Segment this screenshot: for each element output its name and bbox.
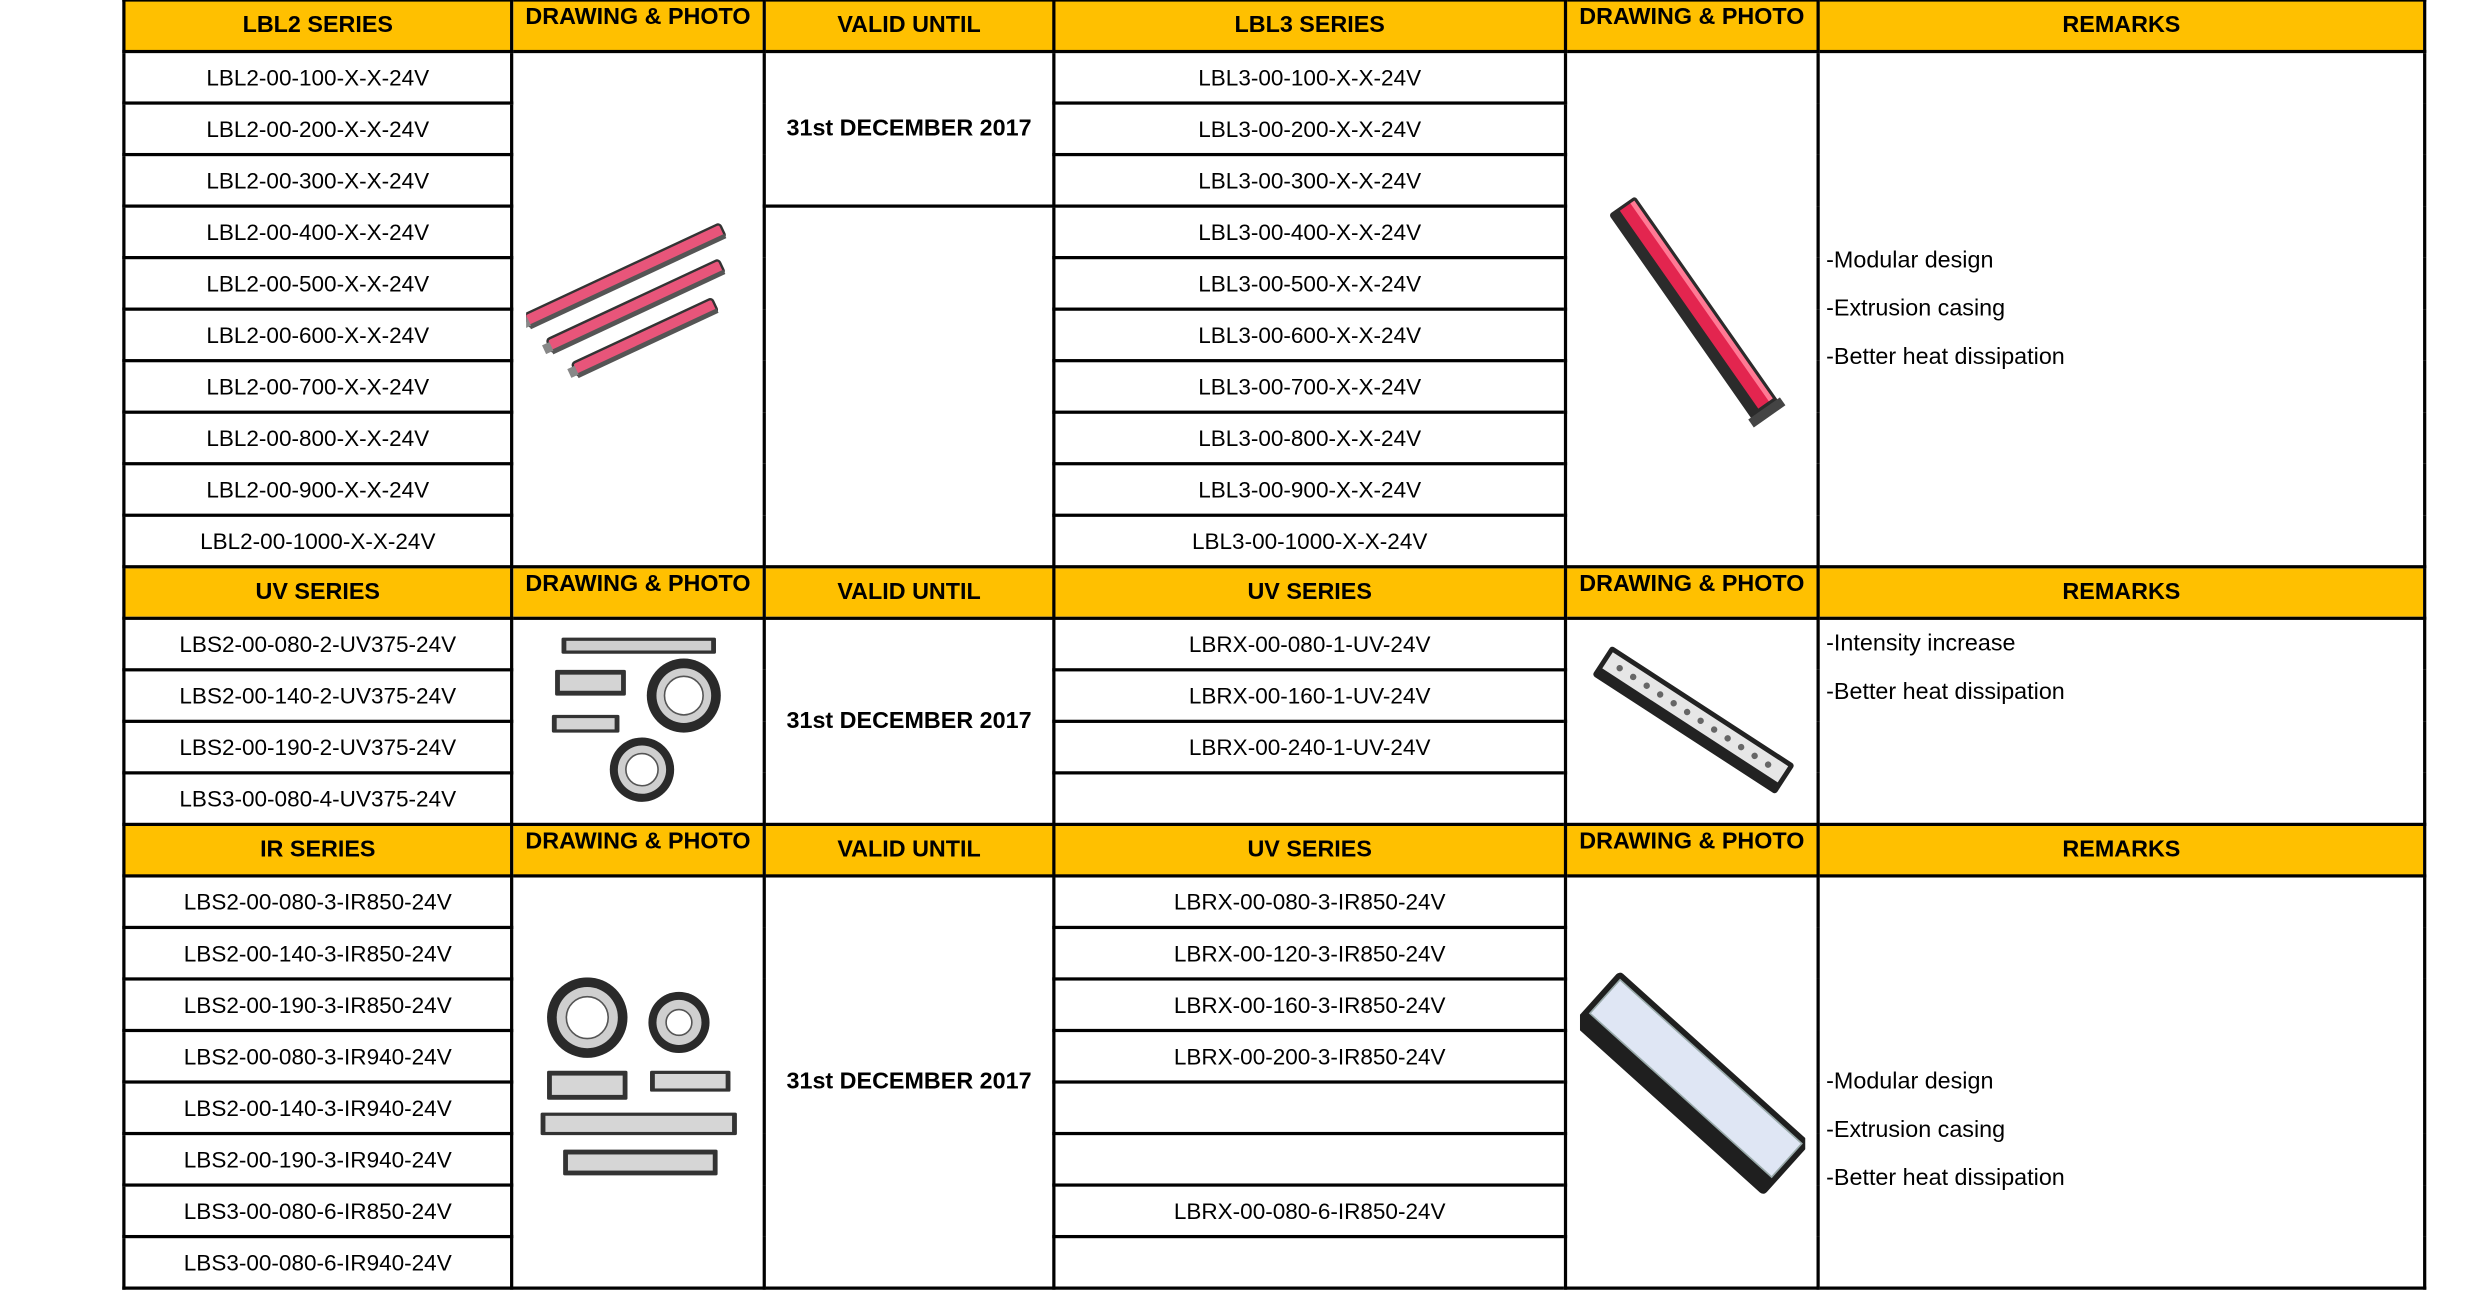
remarks-header: REMARKS: [1818, 567, 2425, 619]
right-model-cell: LBRX-00-160-3-IR850-24V: [1054, 979, 1566, 1031]
right-model-cell: [1054, 773, 1566, 825]
right-model-cell: [1054, 1134, 1566, 1186]
left-model-cell: LBS3-00-080-6-IR940-24V: [124, 1237, 512, 1289]
drawing-photo-header: DRAWING & PHOTO: [1566, 567, 1819, 619]
right-model-cell: LBRX-00-080-1-UV-24V: [1054, 618, 1566, 670]
right-model-cell: LBRX-00-240-1-UV-24V: [1054, 721, 1566, 773]
drawing-photo-header: DRAWING & PHOTO: [512, 567, 765, 619]
left-model-cell: LBL2-00-1000-X-X-24V: [124, 515, 512, 567]
lbl2-series-header: LBL2 SERIES: [124, 0, 512, 52]
right-model-cell: LBRX-00-160-1-UV-24V: [1054, 670, 1566, 722]
uv-right-photo: [1566, 618, 1819, 824]
table-row: [124, 52, 2425, 104]
right-model-cell: LBRX-00-080-6-IR850-24V: [1054, 1185, 1566, 1237]
left-model-cell: LBS3-00-080-4-UV375-24V: [124, 773, 512, 825]
left-model-cell: LBS2-00-190-2-UV375-24V: [124, 721, 512, 773]
valid-until-header: VALID UNTIL: [764, 824, 1054, 876]
left-model-cell: LBS2-00-140-2-UV375-24V: [124, 670, 512, 722]
right-model-cell: LBL3-00-200-X-X-24V: [1054, 103, 1566, 155]
remark-line: -Better heat dissipation: [1826, 344, 2065, 371]
right-model-cell: LBL3-00-500-X-X-24V: [1054, 258, 1566, 310]
right-model-cell: LBRX-00-120-3-IR850-24V: [1054, 927, 1566, 979]
uv-series-header: UV SERIES: [124, 567, 512, 619]
drawing-photo-header: DRAWING & PHOTO: [512, 824, 765, 876]
valid-until-date: 31st DECEMBER 2017: [764, 618, 1054, 824]
remarks-header: REMARKS: [1818, 0, 2425, 52]
ir-bar-light-image: [1579, 961, 1804, 1203]
uv-series-header: UV SERIES: [1054, 567, 1566, 619]
right-model-cell: LBL3-00-900-X-X-24V: [1054, 464, 1566, 516]
left-model-cell: LBS2-00-080-2-UV375-24V: [124, 618, 512, 670]
section-3-header: [124, 824, 2425, 876]
remark-line: -Extrusion casing: [1826, 296, 2006, 323]
valid-until-header: VALID UNTIL: [764, 0, 1054, 52]
uv-left-photo: [512, 618, 765, 824]
left-model-cell: LBL2-00-100-X-X-24V: [124, 52, 512, 104]
remark-line: -Better heat dissipation: [1826, 679, 2065, 706]
left-model-cell: LBL2-00-300-X-X-24V: [124, 155, 512, 207]
table-row: [124, 618, 2425, 670]
left-model-cell: LBS3-00-080-6-IR850-24V: [124, 1185, 512, 1237]
lbl3-photo: [1566, 52, 1819, 567]
lbl3-series-header: LBL3 SERIES: [1054, 0, 1566, 52]
ir-lights-image: [533, 977, 742, 1186]
left-model-cell: LBL2-00-200-X-X-24V: [124, 103, 512, 155]
remark-line: -Intensity increase: [1826, 631, 2016, 657]
right-model-cell: LBL3-00-400-X-X-24V: [1054, 206, 1566, 258]
remark-line: -Modular design: [1826, 247, 1994, 274]
right-model-cell: LBL3-00-1000-X-X-24V: [1054, 515, 1566, 567]
right-model-cell: [1054, 1082, 1566, 1134]
red-bar-light-image: [1579, 188, 1804, 430]
uv-lights-image: [541, 628, 734, 815]
lbl2-photo: [512, 52, 765, 567]
right-model-cell: [1054, 1237, 1566, 1289]
valid-until-date: 31st DECEMBER 2017: [764, 876, 1054, 1288]
remarks-header: REMARKS: [1818, 824, 2425, 876]
left-model-cell: LBL2-00-900-X-X-24V: [124, 464, 512, 516]
section-1-header: [124, 0, 2425, 52]
left-model-cell: LBS2-00-190-3-IR940-24V: [124, 1134, 512, 1186]
left-model-cell: LBS2-00-080-3-IR850-24V: [124, 876, 512, 928]
product-table: [122, 0, 2426, 1290]
uv-bar-light-image: [1579, 628, 1804, 815]
remarks-cell: [1818, 52, 2425, 567]
right-model-cell: LBL3-00-100-X-X-24V: [1054, 52, 1566, 104]
remark-line: -Extrusion casing: [1826, 1117, 2006, 1144]
left-model-cell: LBS2-00-140-3-IR940-24V: [124, 1082, 512, 1134]
left-model-cell: LBS2-00-190-3-IR850-24V: [124, 979, 512, 1031]
left-model-cell: LBL2-00-500-X-X-24V: [124, 258, 512, 310]
right-model-cell: LBL3-00-600-X-X-24V: [1054, 309, 1566, 361]
left-model-cell: LBL2-00-800-X-X-24V: [124, 412, 512, 464]
uv-series-header: UV SERIES: [1054, 824, 1566, 876]
left-model-cell: LBL2-00-700-X-X-24V: [124, 361, 512, 413]
right-model-cell: LBRX-00-080-3-IR850-24V: [1054, 876, 1566, 928]
remark-line: -Modular design: [1826, 1069, 1994, 1095]
right-model-cell: LBL3-00-800-X-X-24V: [1054, 412, 1566, 464]
right-model-cell: LBRX-00-200-3-IR850-24V: [1054, 1030, 1566, 1082]
drawing-photo-header: DRAWING & PHOTO: [512, 0, 765, 52]
right-model-cell: LBL3-00-700-X-X-24V: [1054, 361, 1566, 413]
ir-right-photo: [1566, 876, 1819, 1288]
red-bar-lights-image: [525, 204, 750, 413]
remarks-cell: [1818, 618, 2425, 824]
remarks-cell: [1818, 876, 2425, 1288]
left-model-cell: LBL2-00-400-X-X-24V: [124, 206, 512, 258]
right-model-cell: LBL3-00-300-X-X-24V: [1054, 155, 1566, 207]
drawing-photo-header: DRAWING & PHOTO: [1566, 0, 1819, 52]
left-model-cell: LBS2-00-140-3-IR850-24V: [124, 927, 512, 979]
table-row: [124, 876, 2425, 928]
drawing-photo-header: DRAWING & PHOTO: [1566, 824, 1819, 876]
valid-spacer: [764, 206, 1054, 567]
left-model-cell: LBL2-00-600-X-X-24V: [124, 309, 512, 361]
section-2-header: [124, 567, 2425, 619]
left-model-cell: LBS2-00-080-3-IR940-24V: [124, 1030, 512, 1082]
remark-line: -Better heat dissipation: [1826, 1165, 2065, 1192]
valid-until-date: 31st DECEMBER 2017: [764, 52, 1054, 207]
ir-series-header: IR SERIES: [124, 824, 512, 876]
valid-until-header: VALID UNTIL: [764, 567, 1054, 619]
ir-left-photo: [512, 876, 765, 1288]
